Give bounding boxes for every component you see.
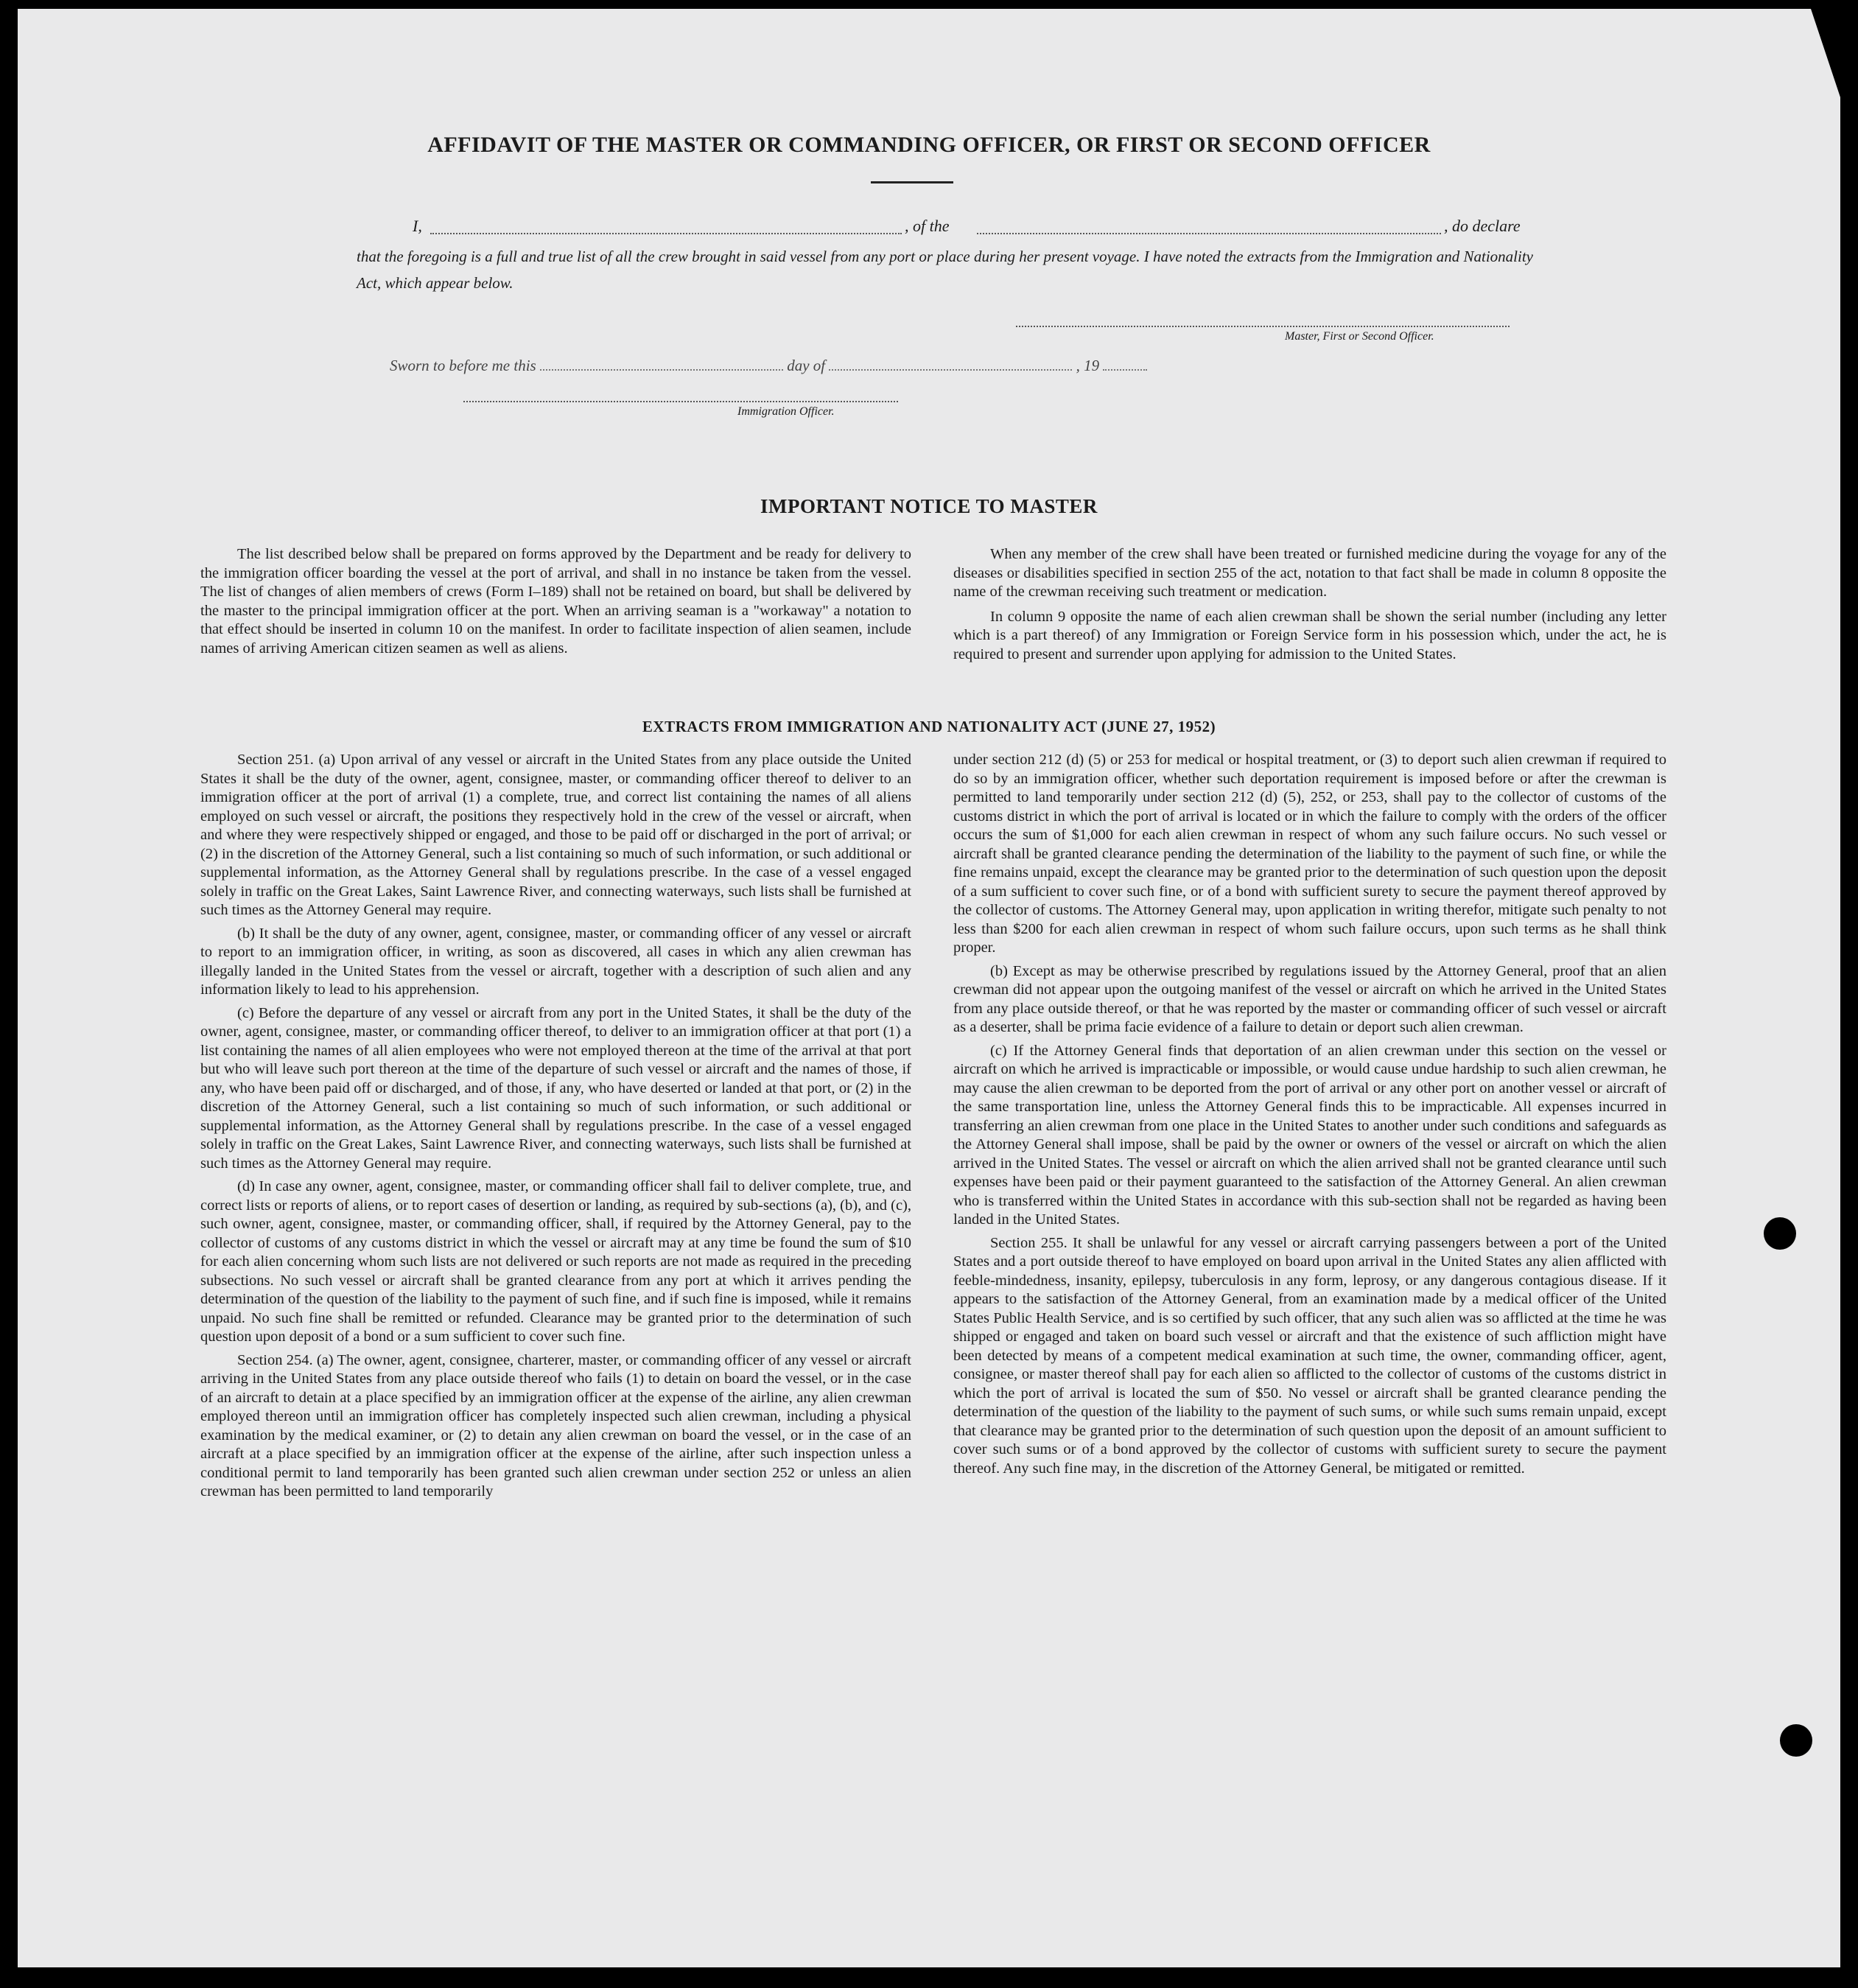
- notice-title: IMPORTANT NOTICE TO MASTER: [760, 495, 1098, 517]
- notice-left-column: [200, 545, 911, 658]
- i-label: I,: [413, 217, 422, 235]
- master-signature-line[interactable]: [1016, 326, 1510, 327]
- affidavit-title: AFFIDAVIT OF THE MASTER OR COMMANDING OFFICER, OR FIRST OR SECOND OFFICER: [427, 133, 1431, 157]
- year-label: , 19: [1076, 357, 1100, 374]
- do-declare-label: , do declare: [1444, 217, 1521, 235]
- extracts-left-column: [200, 751, 911, 1502]
- officer-signature-line[interactable]: [463, 401, 898, 402]
- sworn-line: [390, 357, 1147, 375]
- officer-signature-label: Immigration Officer.: [737, 405, 835, 418]
- sworn-year-field[interactable]: [1103, 369, 1147, 371]
- extract-paragraph: Section 255. It shall be unlawful for any vessel or aircraft carrying passengers between a port of the United States and a port outside thereof to have employed on board upon arrival in the United States any alien afflicted with feeble-mindedness, insanity, epilepsy, tuberculosis in any form, leprosy, or any dangerous contagious disease. If it appears to the satisfaction of the Attorney General, from an examination made by a medical officer of the United States Public Health Service, and is so certified by such officer, that any such alien was so afflicted at the time he was shipped or engaged and taken on board such vessel or aircraft and that the existence of such affliction might have been detected by means of a competent medical examination at such time, the owner, commanding officer, agent, consignee, or master thereof shall pay for each alien so afflicted to the collector of customs of the customs district in which the port of arrival is located the sum of $50. No vessel or aircraft shall be granted clearance pending the determination of the question of the liability to the payment of such sums, or while such sums remain unpaid, except that clearance may be granted prior to the determination of such question upon the deposit of an amount sufficient to cover such sums or of a bond approved by the collector of customs with sufficient surety to secure the payment thereof. Any such fine may, in the discretion of the Attorney General, be mitigated or remitted.: [953, 1234, 1666, 1477]
- extract-paragraph: (b) It shall be the duty of any owner, agent, consignee, master, or commanding officer of any vessel or aircraft to report to an immigration officer, in writing, as soon as discovered, all cases in which any alien crewman has illegally landed in the United States from the vessel or aircraft, together with a description of such alien and any information likely to lead to his apprehension.: [200, 925, 911, 998]
- extract-paragraph: (b) Except as may be otherwise prescribed by regulations issued by the Attorney General, proof that an alien crewman did not appear upon the outgoing manifest of the vessel or aircraft on which he arrived in the United States from any place outside thereof, or that he was reported by the master or commanding officer of such vessel or aircraft as a deserter, shall be prima facie evidence of a failure to detain or deport such alien crewman.: [953, 962, 1666, 1035]
- extract-paragraph: under section 212 (d) (5) or 253 for medical or hospital treatment, or (3) to deport such alien crewman if required to do so by an immigration officer, whether such deportation requirement is imposed before or after the crewman is permitted to land temporarily under section 212 (d) (5), 252, or 253, shall pay to the collector of customs of the customs district in which the port of arrival is located or in which the failure to comply with the orders of the officer occurs the sum of $1,000 for each alien crewman in respect of whom any such failure occurs. No such vessel or aircraft shall be granted clearance pending the determination of the liability to the payment of such fine, or while the fine remains unpaid, except the clearance may be granted prior to the determination of such question upon the deposit of a sum sufficient to cover such fine, or of a bond with sufficient surety to secure the payment thereof approved by the collector of customs. The Attorney General may, upon application in writing therefor, mitigate such penalty to not less than $200 for each alien crewman in respect of whom such failure occurs, upon such terms as he shall think proper.: [953, 752, 1666, 956]
- vessel-field[interactable]: [977, 217, 1441, 234]
- sworn-day-field[interactable]: [540, 369, 783, 371]
- punch-hole: [1764, 1217, 1796, 1250]
- day-of-label: day of: [787, 357, 826, 374]
- sworn-label: Sworn to before me this: [390, 357, 536, 374]
- extracts-title: EXTRACTS FROM IMMIGRATION AND NATIONALITY ACT (JUNE 27, 1952): [642, 718, 1216, 735]
- document-page: [18, 9, 1840, 1967]
- declaration-text: that the foregoing is a full and true list of all the crew brought in said vessel from any port or place during her present voyage. I have noted the extracts from the Immigration and Nationality Act, which appear below.: [357, 248, 1533, 292]
- sworn-month-field[interactable]: [829, 369, 1072, 371]
- of-the-label: , of the: [905, 217, 950, 235]
- name-field[interactable]: [430, 217, 902, 234]
- notice-paragraph: The list described below shall be prepared on forms approved by the Department and be ready for delivery to the immigration officer boarding the vessel at the port of arrival, and shall in no instance be taken from the vessel. The list of changes of alien members of crews (Form I–189) shall not be retained on board, but shall be delivered by the master to the principal immigration officer at the port. When an arriving seaman is a "workaway" a notation to that effect should be inserted in column 10 on the manifest. In order to facilitate inspection of alien seamen, include names of arriving American citizen seamen as well as aliens.: [200, 546, 911, 657]
- extract-paragraph: (c) Before the departure of any vessel or aircraft from any port in the United States, it shall be the duty of the owner, agent, consignee, master, or commanding officer thereof, to deliver to an immigration officer at that port (1) a list containing the names of all alien employees who were not employed thereon at the time of the arrival at that port but who will leave such port thereon at the time of the departure of such vessel or aircraft and the names of those, if any, who have been paid off or discharged, and of those, if any, who have deserted or landed at that port, or (2) in the discretion of the Attorney General, such a list containing so much of such information, or such additional or supplemental information, as the Attorney General shall by regulations prescribe. In the case of a vessel engaged solely in traffic on the Great Lakes, Saint Lawrence River, and connecting waterways, such lists shall be furnished at such times as the Attorney General may require.: [200, 1004, 911, 1172]
- master-signature-label: Master, First or Second Officer.: [1285, 330, 1434, 343]
- extract-paragraph: (d) In case any owner, agent, consignee, master, or commanding officer shall fail to deliver complete, true, and correct lists or reports of aliens, or to report cases of desertion or landing, as required by sub-sections (a), (b), and (c), such owner, agent, consignee, master, or commanding officer, shall, if required by the Attorney General, pay to the collector of customs of any customs district in which the vessel or aircraft may at any time be found the sum of $10 for each alien concerning whom such lists are not delivered or such reports are not made as required in the preceding subsections. No such vessel or aircraft shall be granted clearance from any port at which it arrives pending the determination of the question of the liability to the payment of such fine, and if such fine is imposed, while it remains unpaid. No such fine shall be remitted or refunded. Clearance may be granted prior to the determination of such question upon deposit of a bond or a sum sufficient to cover such fine.: [200, 1178, 911, 1345]
- extract-paragraph: Section 251. (a) Upon arrival of any vessel or aircraft in the United States from any place outside the United States it shall be the duty of the owner, agent, consignee, master, or commanding officer thereof to deliver to an immigration officer at the port of arrival (1) a complete, true, and correct list containing the names of all aliens employed on such vessel or aircraft, the positions they respectively hold in the crew of the vessel or aircraft, when and where they were respectively shipped or engaged, and those to be paid off or discharged in the port of arrival; or (2) in the discretion of the Attorney General, such a list containing so much of such information, or such additional or supplemental information, as the Attorney General shall by regulations prescribe. In the case of a vessel engaged solely in traffic on the Great Lakes, Saint Lawrence River, and connecting waterways, such lists shall be furnished at such times as the Attorney General may require.: [200, 752, 911, 918]
- punch-hole: [1780, 1724, 1812, 1757]
- title-rule: [871, 181, 953, 183]
- notice-paragraph: In column 9 opposite the name of each alien crewman shall be shown the serial number (including any letter which is a part thereof) of any Immigration or Foreign Service form in his possession which, under the act, he is required to present and surrender upon applying for admission to the United States.: [953, 608, 1666, 662]
- notice-right-column: [953, 545, 1666, 664]
- extracts-right-column: [953, 751, 1666, 1478]
- extract-paragraph: (c) If the Attorney General finds that deportation of an alien crewman under this section on the vessel or aircraft on which he arrived is impracticable or impossible, or would cause undue hardship to such alien crewman, he may cause the alien crewman to be deported from the port of arrival or any other port on another vessel or aircraft of the same transportation line, unless the Attorney General finds this to be impracticable. All expenses incurred in transferring an alien crewman from one place in the United States to another under such conditions and safeguards as the Attorney General shall impose, shall be paid by the owner or owners of the vessel or aircraft on which the alien arrived in the United States. The vessel or aircraft on which the alien arrived shall not be granted clearance until such expenses have been paid or their payment guaranteed to the satisfaction of the Attorney General. An alien crewman who is transferred within the United States in accordance with this sub-section shall not be regarded as having been landed in the United States.: [953, 1042, 1666, 1228]
- notice-paragraph: When any member of the crew shall have been treated or furnished medicine during the voyage for any of the diseases or disabilities specified in section 255 of the act, notation to that fact shall be made in column 8 opposite the name of the crewman receiving such treatment or medication.: [953, 546, 1666, 600]
- extract-paragraph: Section 254. (a) The owner, agent, consignee, charterer, master, or commanding officer of any vessel or aircraft arriving in the United States from any place outside thereof who fails (1) to detain on board the vessel, or in the case of an aircraft to detain at a place specified by an immigration officer at the expense of the airline, any alien crewman employed thereon until an immigration officer has completely inspected such alien crewman, including a physical examination by the medical examiner, or (2) to detain any alien crewman on board the vessel, or in the case of an aircraft at a place specified by an immigration officer at the expense of the airline, after such inspection unless a conditional permit to land temporarily has been granted such alien crewman under section 252 or unless an alien crewman has been permitted to land temporarily: [200, 1351, 911, 1499]
- folded-corner: [1811, 9, 1840, 97]
